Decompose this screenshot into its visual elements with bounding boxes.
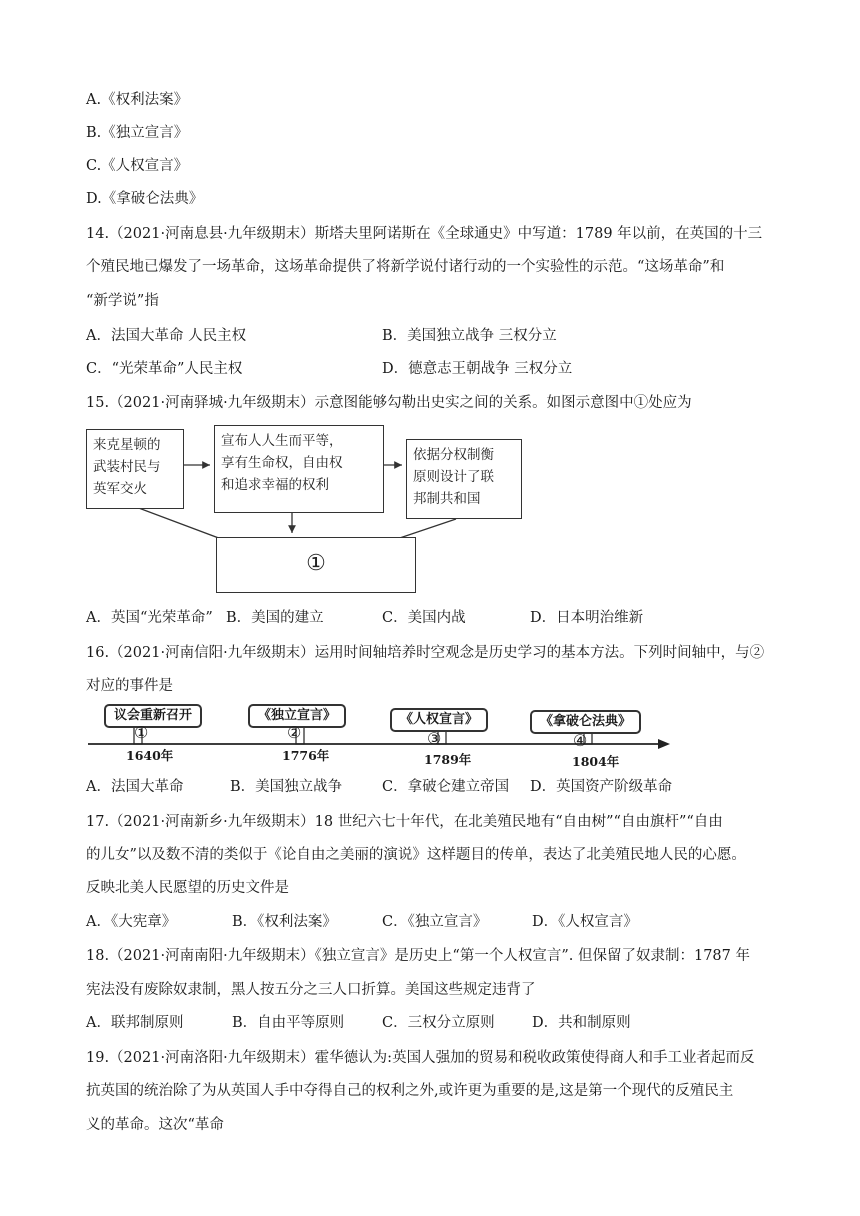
q15-diagram [86, 425, 526, 595]
q15-box3-line1: 依据分权制衡 [413, 447, 494, 463]
q15-option-d: D．日本明治维新 [530, 610, 644, 626]
q14-stem-line2: 个殖民地已爆发了一场革命，这场革命提供了将新学说付诸行动的一个实验性的示范。“这场革命”和 [86, 259, 725, 275]
q13-option-c: C.《人权宣言》 [86, 158, 189, 174]
q19-stem-line2: 抗英国的统治除了为从英国人手中夺得自己的权利之外,或许更为重要的是,这是第一个现代的反殖民主 [86, 1083, 734, 1099]
q18-option-d: D．共和制原则 [532, 1015, 631, 1031]
q18-option-b: B．自由平等原则 [232, 1015, 345, 1031]
q16-option-c: C．拿破仑建立帝国 [382, 779, 510, 795]
q15-option-a: A．英国“光荣革命” [86, 610, 213, 626]
q19-stem-line1: 19.（2021·河南洛阳·九年级期末）霍华德认为:英国人强加的贸易和税收政策使得商人和手工业者起而反 [86, 1050, 755, 1066]
q16-timeline-marker-4: ④ [573, 731, 588, 750]
q14-stem-line3: “新学说”指 [86, 293, 159, 309]
q15-option-c: C．美国内战 [382, 610, 466, 626]
q13-option-a: A.《权利法案》 [86, 92, 189, 108]
q16-timeline-label-3: 《人权宣言》 [390, 708, 488, 732]
q17-stem-line2: 的儿女”以及数不清的类似于《论自由之美丽的演说》这样题目的传单，表达了北美殖民地人民的心愿。 [86, 847, 746, 863]
q15-box2-line2: 享有生命权，自由权 [221, 455, 343, 471]
q16-timeline-marker-2: ② [287, 723, 302, 742]
q16-stem-line2: 对应的事件是 [86, 678, 173, 694]
q17-option-d: D．《人权宣言》 [532, 914, 638, 930]
q17-option-b: B．《权利法案》 [232, 914, 337, 930]
q16-timeline-label-1: 议会重新召开 [104, 704, 202, 728]
q16-timeline [86, 702, 676, 768]
q15-option-b: B．美国的建立 [226, 610, 324, 626]
q14-stem-line1: 14.（2021·河南息县·九年级期末）斯塔夫里阿诺斯在《全球通史》中写道：1789 年以前，在英国的十三 [86, 226, 763, 242]
q15-box-declaration [214, 425, 384, 513]
q15-box3-line2: 原则设计了联 [413, 469, 494, 485]
q17-stem-line3: 反映北美人民愿望的历史文件是 [86, 880, 289, 896]
q15-box1-line2: 武装村民与 [93, 459, 161, 475]
q15-box-lexington [86, 429, 184, 509]
q15-box-federal-republic [406, 439, 522, 519]
q14-option-a: A．法国大革命 人民主权 [86, 328, 247, 344]
q18-option-a: A．联邦制原则 [86, 1015, 184, 1031]
q15-box2-line3: 和追求幸福的权利 [221, 477, 329, 493]
q16-timeline-year-1: 1640年 [126, 748, 174, 763]
q13-option-b: B.《独立宣言》 [86, 125, 189, 141]
q15-stem: 15.（2021·河南驿城·九年级期末）示意图能够勾勒出史实之间的关系。如图示意图中①处应为 [86, 395, 692, 411]
q16-timeline-label-2: 《独立宣言》 [248, 704, 346, 728]
q16-timeline-year-2: 1776年 [282, 748, 330, 763]
q15-box3-line3: 邦制共和国 [413, 491, 481, 507]
q15-blank-marker: ① [306, 551, 326, 576]
q17-stem-line1: 17.（2021·河南新乡·九年级期末）18 世纪六七十年代，在北美殖民地有“自由树”“自由旗杆”“自由 [86, 814, 723, 830]
q16-timeline-marker-1: ① [134, 723, 149, 742]
q15-box1-line1: 来克星顿的 [93, 437, 161, 453]
q16-option-a: A．法国大革命 [86, 779, 184, 795]
q15-box1-line3: 英军交火 [93, 481, 147, 497]
q18-option-c: C．三权分立原则 [382, 1015, 495, 1031]
q15-blank-box [216, 537, 416, 593]
q16-timeline-year-4: 1804年 [572, 754, 620, 769]
q13-option-d: D.《拿破仑法典》 [86, 191, 204, 207]
q16-option-d: D．英国资产阶级革命 [530, 779, 673, 795]
q16-timeline-label-4: 《拿破仑法典》 [530, 710, 641, 734]
q14-option-b: B．美国独立战争 三权分立 [382, 328, 557, 344]
q14-option-c: C．“光荣革命”人民主权 [86, 361, 243, 377]
q16-timeline-year-3: 1789年 [424, 752, 472, 767]
q16-timeline-marker-3: ③ [427, 729, 442, 748]
q18-stem-line1: 18.（2021·河南南阳·九年级期末）《独立宣言》是历史上“第一个人权宣言”. 但保留了奴隶制：1787 年 [86, 948, 750, 964]
q15-box2-line1: 宣布人人生而平等， [221, 433, 343, 449]
q16-stem-line1: 16.（2021·河南信阳·九年级期末）运用时间轴培养时空观念是历史学习的基本方法。下列时间轴中，与② [86, 645, 765, 661]
q18-stem-line2: 宪法没有废除奴隶制，黑人按五分之三人口折算。美国这些规定违背了 [86, 982, 536, 998]
q16-option-b: B．美国独立战争 [230, 779, 343, 795]
q19-stem-line3: 义的革命。这次“革命 [86, 1117, 224, 1133]
q17-option-a: A．《大宪章》 [86, 914, 177, 930]
q17-option-c: C．《独立宣言》 [382, 914, 488, 930]
q14-option-d: D．德意志王朝战争 三权分立 [382, 361, 573, 377]
